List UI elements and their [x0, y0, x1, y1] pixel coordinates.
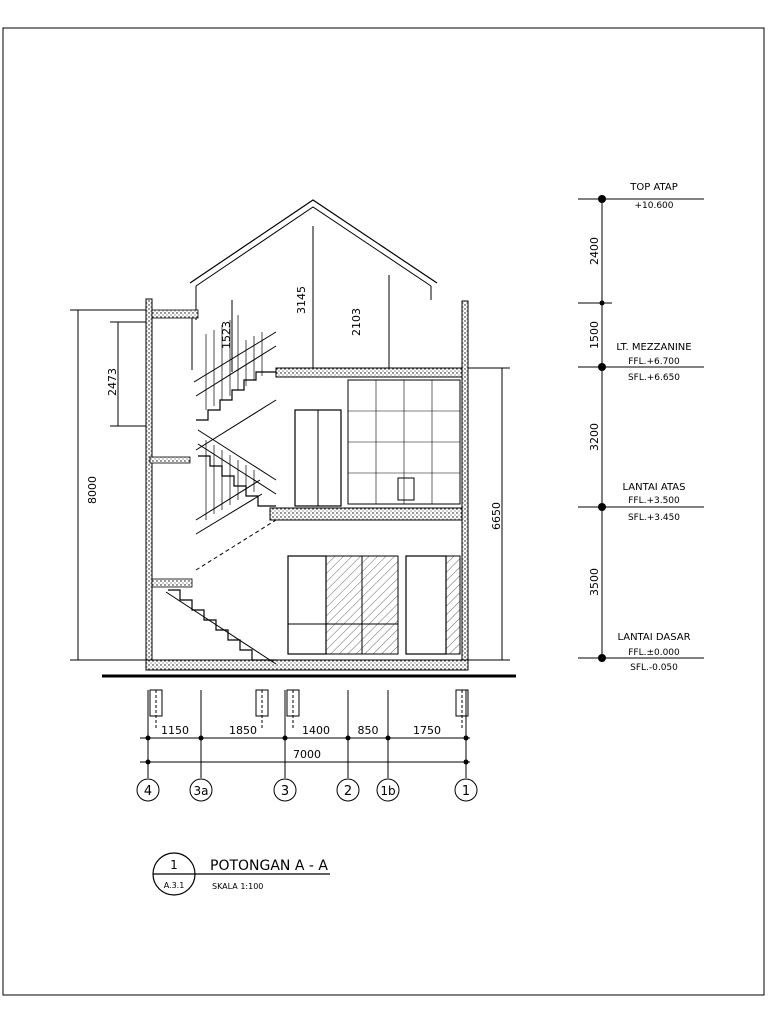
grid-label-1: 1 [461, 784, 471, 799]
level-sfl-lantai-atas: SFL.+3.450 [627, 513, 681, 523]
mezzanine-dim-value: 1523 [220, 321, 233, 349]
level-dim-1: 2400 [588, 237, 601, 265]
level-sfl-lantai-dasar: SFL.-0.050 [630, 663, 678, 673]
title-number: 1 [170, 858, 178, 872]
bay-dim-3: 1400 [302, 724, 330, 737]
level-sfl-mezzanine: SFL.+6.650 [627, 373, 681, 383]
overall-height-dimension [70, 310, 146, 660]
grid-label-1b: 1b [380, 784, 396, 798]
level-name-lantai-atas: LANTAI ATAS [622, 482, 686, 493]
grid-label-2: 2 [343, 784, 353, 799]
level-name-mezzanine: LT. MEZZANINE [616, 342, 692, 353]
overall-height-value: 8000 [86, 476, 99, 504]
right-height-value: 6650 [490, 502, 503, 530]
grid-bubbles [137, 779, 477, 801]
stair-height-dimension [106, 322, 146, 426]
level-name-top-atap: TOP ATAP [630, 182, 678, 193]
roof-height-value-2: 2103 [350, 308, 363, 336]
bay-dim-1: 1150 [161, 724, 189, 737]
total-width-dim: 7000 [293, 748, 321, 761]
bottom-dimensions [140, 690, 470, 778]
bay-dim-5: 1750 [413, 724, 441, 737]
grid-label-3: 3 [280, 784, 290, 799]
walls [146, 299, 468, 669]
grid-label-4: 4 [143, 784, 153, 799]
bay-dim-4: 850 [357, 724, 379, 737]
level-dim-4: 3500 [588, 568, 601, 596]
floor-slabs [146, 368, 468, 670]
level-dim-2: 1500 [588, 321, 601, 349]
bay-dim-2: 1850 [229, 724, 257, 737]
roof-height-value: 3145 [295, 286, 308, 314]
section-scale: SKALA 1:100 [212, 882, 264, 891]
level-ffl-top-atap: +10.600 [634, 201, 674, 211]
section-title: POTONGAN A - A [210, 858, 328, 874]
level-ffl-lantai-atas: FFL.+3.500 [628, 496, 680, 506]
level-name-lantai-dasar: LANTAI DASAR [617, 632, 691, 643]
right-height-dimension [468, 368, 510, 660]
grid-label-3a: 3a [193, 784, 209, 798]
stair-height-value: 2473 [106, 368, 119, 396]
level-markers [578, 182, 704, 673]
title-block [153, 853, 330, 895]
stairs [166, 315, 276, 664]
level-dim-3: 3200 [588, 423, 601, 451]
mezzanine-dimension [220, 286, 363, 372]
level-ffl-mezzanine: FFL.+6.700 [628, 357, 680, 367]
title-sheet-ref: A.3.1 [163, 881, 185, 890]
level-ffl-lantai-dasar: FFL.±0.000 [628, 648, 680, 658]
